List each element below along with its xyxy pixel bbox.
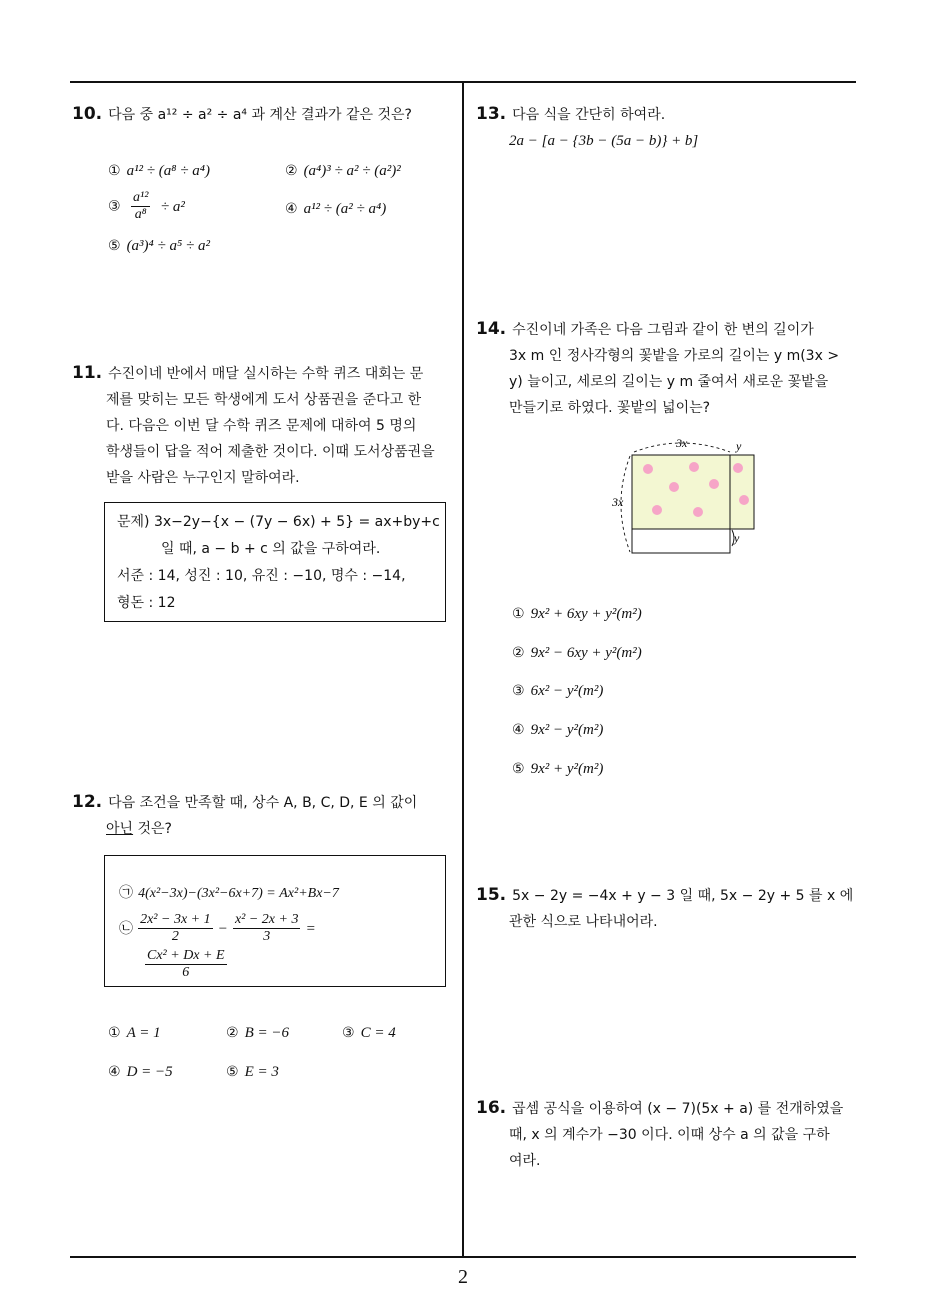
page-number: 2 xyxy=(458,1266,468,1288)
question-16: 16. 곱셈 공식을 이용하여 (x − 7)(5x + a) 를 전개하였을 때, x 의 계수가 −30 이다. 이때 상수 a 의 값을 구하 여라. xyxy=(476,1098,844,1169)
option-2[interactable]: ② B = −6 xyxy=(226,1025,289,1041)
question-13: 13. 다음 식을 간단히 하여라. 2a − [a − {3b − (5a − b)} + b] xyxy=(476,104,699,149)
condition-box: ㉠ 4(x²−3x)−(3x²−6x+7) = Ax²+Bx−7 ㉡ $\frac{\text{2x² − 3x + 1}}{2}$ − $\frac{\text{x² − 2x + 3}}{3}$ = $\frac{\text{Cx² + Dx + E}}{6}$ xyxy=(104,855,446,987)
question-12: 12. 다음 조건을 만족할 때, 상수 A, B, C, D, E 의 값이 아닌 것은? xyxy=(72,792,418,837)
question-number: 14. xyxy=(476,319,507,339)
question-15: 15. 5x − 2y = −4x + y − 3 일 때, 5x − 2y + 5 를 x 에 관한 식으로 나타내어라. xyxy=(476,885,854,930)
question-number: 11. xyxy=(72,363,103,383)
svg-text:y: y xyxy=(736,439,742,453)
problem-box: 문제) 3x−2y−{x − (7y − 6x) + 5} = ax+by+c 일 때, a − b + c 의 값을 구하여라. 서준 : 14, 성진 : 10, 유진 : −10, 명수 : −14, 형돈 : 12 xyxy=(104,502,446,622)
question-number: 15. xyxy=(476,885,507,905)
question-number: 16. xyxy=(476,1098,507,1118)
option-1[interactable]: ① 9x² + 6xy + y²(m²) xyxy=(512,606,642,622)
question-number: 12. xyxy=(72,792,103,812)
option-4[interactable]: ④ a¹² ÷ (a² ÷ a⁴) xyxy=(285,201,387,217)
svg-text:3x: 3x xyxy=(676,436,688,450)
option-3[interactable]: ③ C = 4 xyxy=(342,1025,396,1041)
option-5[interactable]: ⑤ (a³)⁴ ÷ a⁵ ÷ a² xyxy=(108,238,210,254)
option-3[interactable]: ③ 6x² − y²(m²) xyxy=(512,683,604,699)
option-4[interactable]: ④ 9x² − y²(m²) xyxy=(512,722,604,738)
svg-text:y: y xyxy=(734,531,740,545)
option-5[interactable]: ⑤ 9x² + y²(m²) xyxy=(512,761,604,777)
flowerbed-diagram xyxy=(606,432,766,557)
question-10 xyxy=(72,101,452,128)
question-14: 14. 수진이네 가족은 다음 그림과 같이 한 변의 길이가 3x m 인 정사각형의 꽃밭을 가로의 길이는 y m(3x > y) 늘이고, 세로의 길이는 y m 줄여서 새로운 꽃밭을 만들기로 하였다. 꽃밭의 넓이는? xyxy=(476,319,840,416)
option-3[interactable]: ③ $\frac{\text{a¹²}}{\text{a⁸}}$ ÷ a² xyxy=(108,190,185,222)
question-number: 10. xyxy=(72,104,103,124)
svg-text:3x: 3x xyxy=(612,495,624,509)
fraction: $\frac{\text{a¹²}}{\text{a⁸}}$ xyxy=(133,190,149,222)
option-2[interactable]: ② (a⁴)³ ÷ a² ÷ (a²)² xyxy=(285,163,401,179)
question-11: 11. 수진이네 반에서 매달 실시하는 수학 퀴즈 대회는 문 제를 맞히는 모든 학생에게 도서 상품권을 준다고 한 다. 다음은 이번 달 수학 퀴즈 문제에 대하여 5 명의 학생들이 답을 적어 제출한 것이다. 이때 도서상품권을 받을 사람은 누구인지 말하여라. xyxy=(72,363,435,486)
option-1[interactable]: ① a¹² ÷ (a⁸ ÷ a⁴) xyxy=(108,163,210,179)
question-number: 13. xyxy=(476,104,507,124)
option-1[interactable]: ① A = 1 xyxy=(108,1025,161,1041)
removed-strip xyxy=(632,529,730,553)
option-5[interactable]: ⑤ E = 3 xyxy=(226,1064,279,1080)
question-text: 다음 중 a¹² ÷ a² ÷ a⁴ 과 계산 결과가 같은 것은? xyxy=(108,107,412,123)
option-4[interactable]: ④ D = −5 xyxy=(108,1064,173,1080)
option-2[interactable]: ② 9x² − 6xy + y²(m²) xyxy=(512,645,642,661)
column-divider xyxy=(462,81,464,1257)
